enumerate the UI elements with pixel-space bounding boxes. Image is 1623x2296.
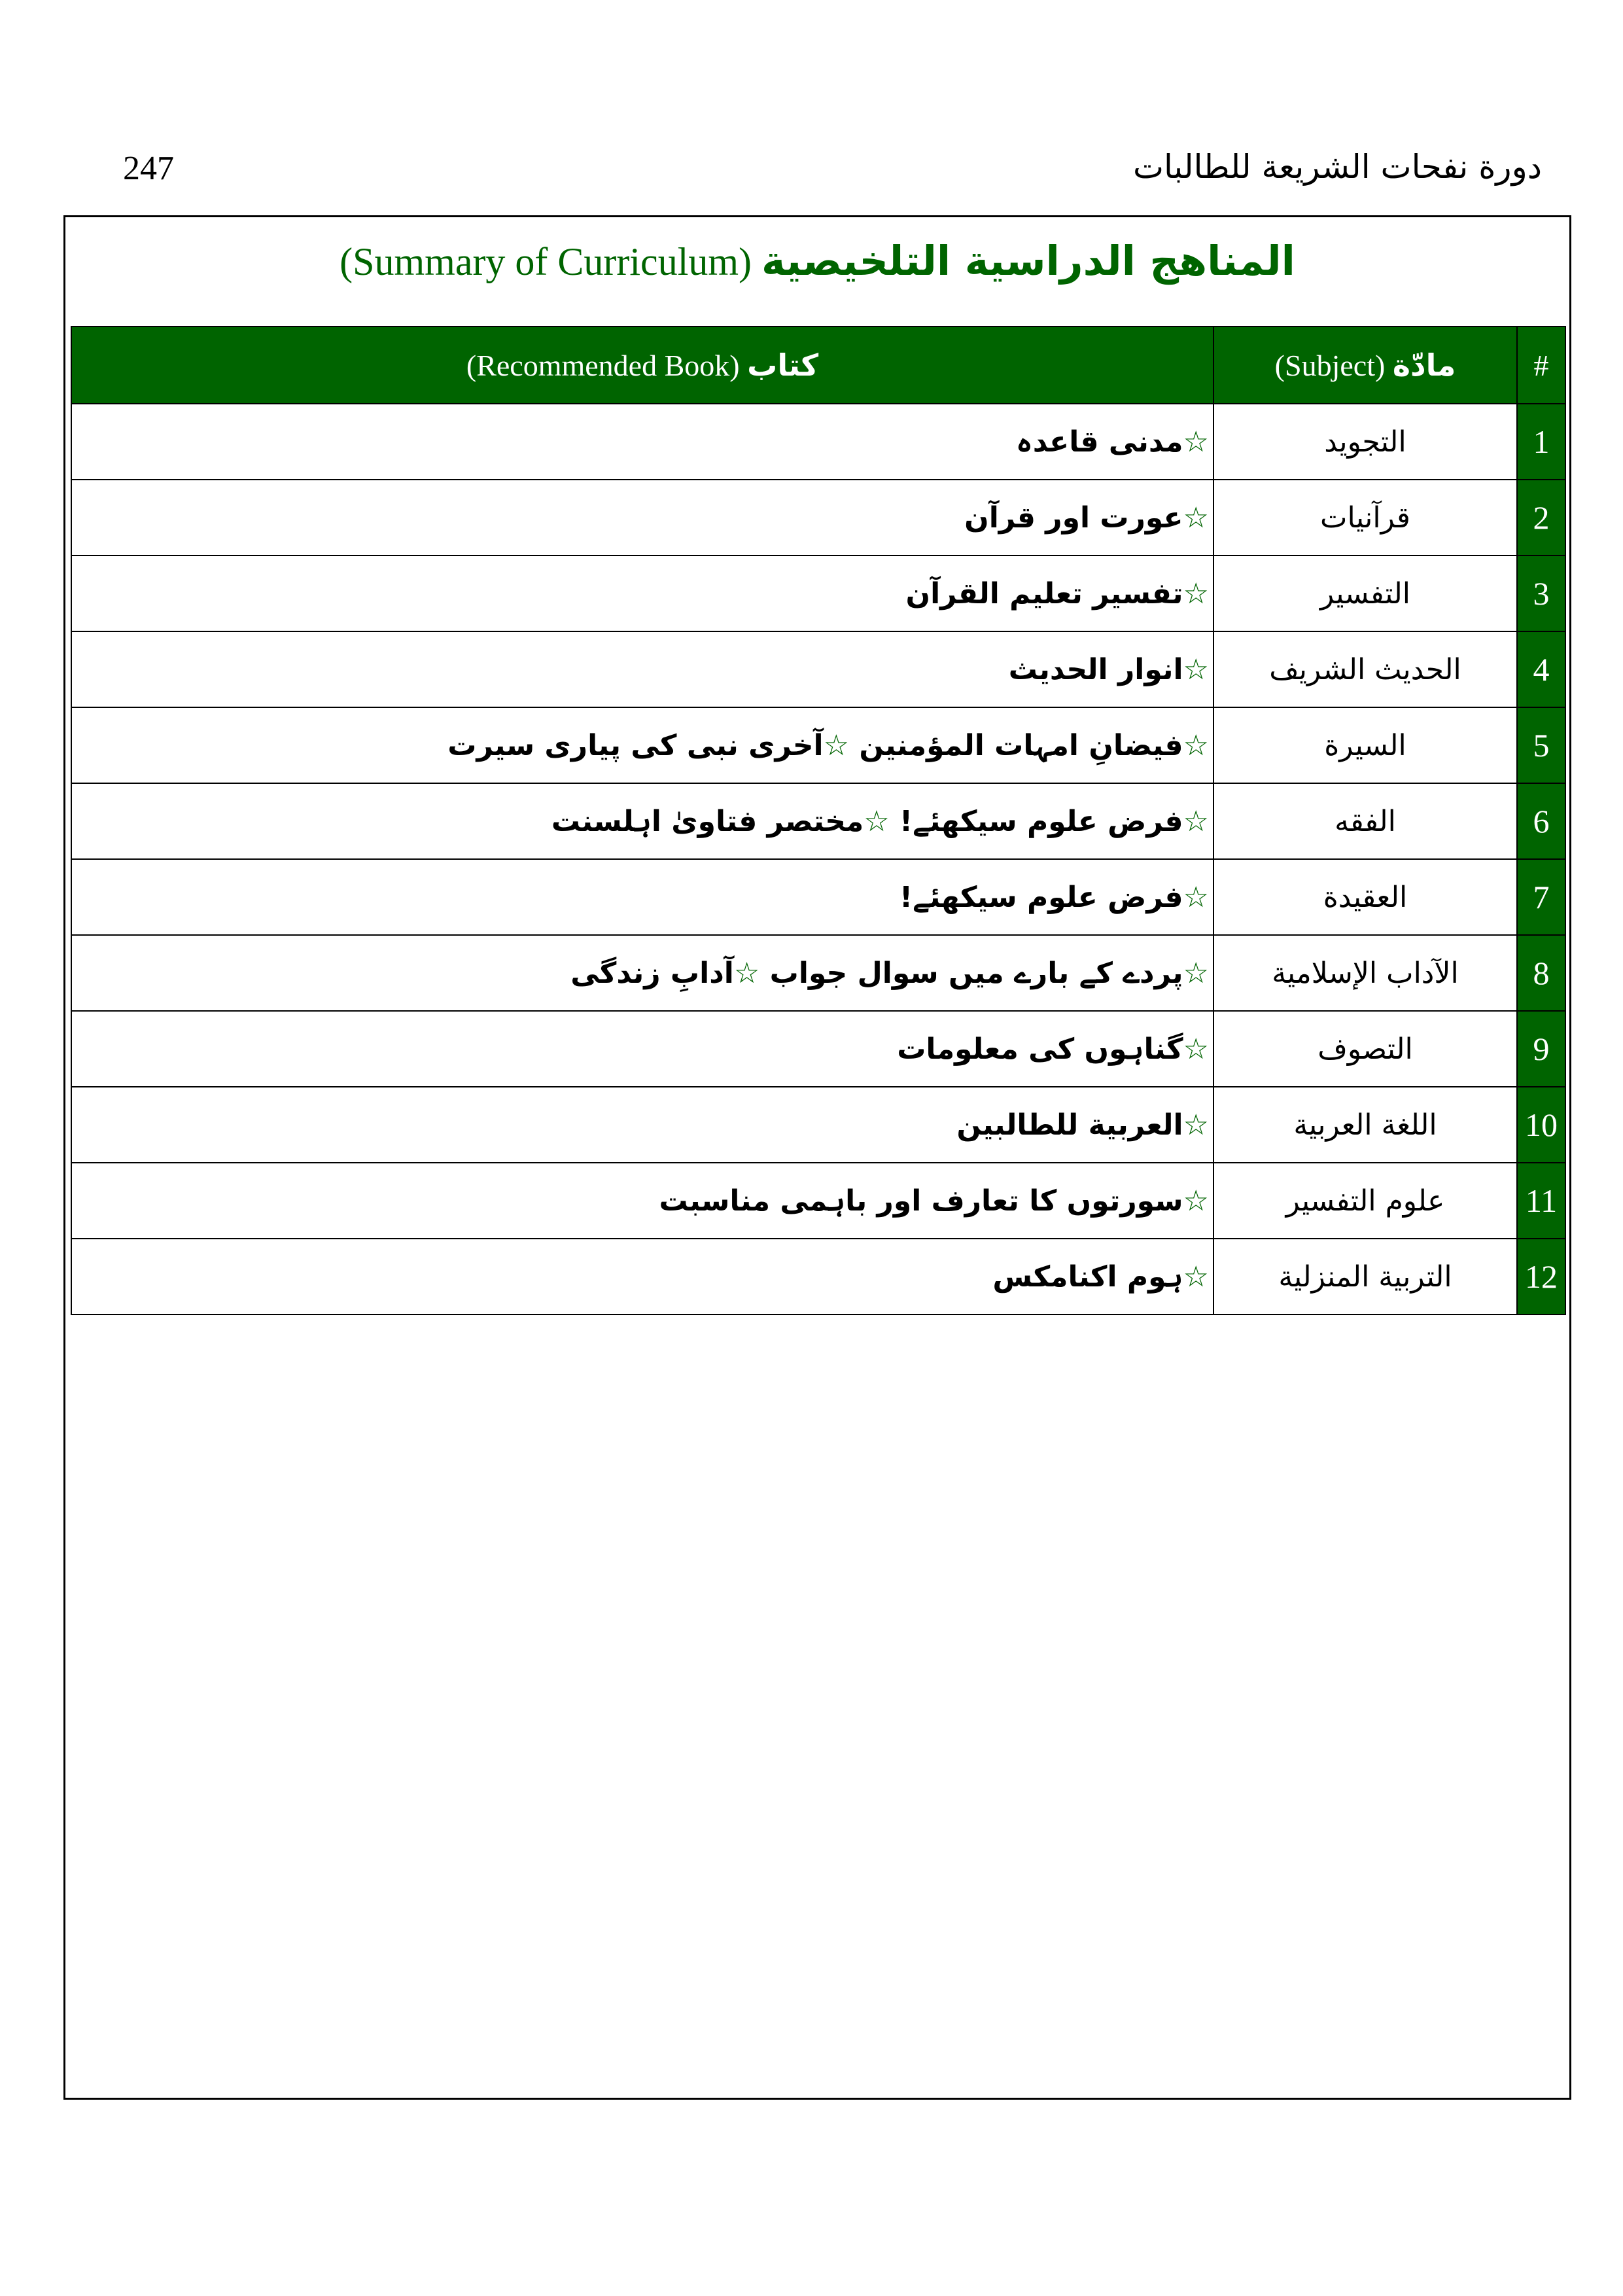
row-number: 6	[1517, 783, 1565, 859]
table-row	[71, 783, 1565, 859]
star-icon: ☆	[1183, 728, 1209, 762]
column-subject-ar: مادّة	[1392, 347, 1456, 383]
table-header-row	[71, 327, 1565, 404]
row-subject: العقيدة	[1213, 859, 1517, 935]
book-title: سورتوں کا تعارف اور باہمی مناسبت	[659, 1184, 1183, 1218]
table-row	[71, 707, 1565, 783]
row-subject: التفسير	[1213, 556, 1517, 631]
book-title: عورت اور قرآن	[964, 501, 1183, 535]
star-icon: ☆	[733, 956, 760, 990]
page-title	[65, 237, 1569, 285]
running-title: دورة نفحات الشريعة للطالبات	[1132, 148, 1542, 186]
book-title: تفسیر تعلیم القرآن	[905, 576, 1183, 610]
book-title: فیضانِ امہات المؤمنین	[859, 728, 1183, 762]
column-number: #	[1517, 327, 1565, 404]
star-icon: ☆	[1183, 804, 1209, 838]
curriculum-table	[71, 326, 1566, 1315]
row-number: 5	[1517, 707, 1565, 783]
row-subject: التصوف	[1213, 1011, 1517, 1087]
book-title: آخری نبی کی پیاری سیرت	[447, 728, 824, 762]
star-icon: ☆	[1183, 1260, 1209, 1294]
row-subject: السيرة	[1213, 707, 1517, 783]
column-subject-en: (Subject)	[1274, 349, 1386, 382]
row-number: 11	[1517, 1163, 1565, 1239]
title-english: (Summary of Curriculum)	[340, 240, 752, 283]
row-subject: الآداب الإسلامية	[1213, 935, 1517, 1011]
row-subject: الفقه	[1213, 783, 1517, 859]
column-subject	[1213, 327, 1517, 404]
table-row	[71, 1011, 1565, 1087]
table-row	[71, 935, 1565, 1011]
row-number: 8	[1517, 935, 1565, 1011]
row-books	[71, 783, 1213, 859]
star-icon: ☆	[1183, 880, 1209, 914]
row-books	[71, 631, 1213, 707]
row-books	[71, 859, 1213, 935]
row-books	[71, 707, 1213, 783]
book-title: آدابِ زندگی	[570, 956, 734, 990]
star-icon: ☆	[1183, 652, 1209, 686]
row-books	[71, 556, 1213, 631]
star-icon: ☆	[864, 804, 890, 838]
table-row	[71, 1163, 1565, 1239]
book-title: گناہوں کی معلومات	[897, 1032, 1183, 1066]
star-icon: ☆	[1183, 956, 1209, 990]
curriculum-frame	[63, 215, 1571, 2100]
row-subject: علوم التفسير	[1213, 1163, 1517, 1239]
book-title: العربية للطالبين	[956, 1108, 1183, 1142]
row-books	[71, 480, 1213, 556]
row-books	[71, 935, 1213, 1011]
row-number: 10	[1517, 1087, 1565, 1163]
row-number: 2	[1517, 480, 1565, 556]
column-book-ar: كتاب	[747, 347, 819, 383]
row-number: 4	[1517, 631, 1565, 707]
book-title: فرض علوم سیکھئے!	[899, 880, 1183, 914]
table-row	[71, 631, 1565, 707]
table-row	[71, 404, 1565, 480]
row-number: 9	[1517, 1011, 1565, 1087]
row-books	[71, 1087, 1213, 1163]
row-subject: الحديث الشريف	[1213, 631, 1517, 707]
column-book-en: (Recommended Book)	[466, 349, 740, 382]
book-title: مدنی قاعدہ	[1015, 425, 1183, 459]
star-icon: ☆	[1183, 1108, 1209, 1142]
row-subject: التجويد	[1213, 404, 1517, 480]
book-title: انوار الحدیث	[1008, 652, 1183, 686]
row-books	[71, 1239, 1213, 1315]
star-icon: ☆	[823, 728, 850, 762]
table-row	[71, 859, 1565, 935]
page-number: 247	[123, 150, 174, 187]
book-title: فرض علوم سیکھئے!	[899, 804, 1183, 838]
row-books	[71, 404, 1213, 480]
row-number: 3	[1517, 556, 1565, 631]
table-row	[71, 1239, 1565, 1315]
row-number: 1	[1517, 404, 1565, 480]
row-subject: اللغة العربية	[1213, 1087, 1517, 1163]
book-title: ہوم اکنامکس	[992, 1260, 1183, 1294]
star-icon: ☆	[1183, 425, 1209, 459]
star-icon: ☆	[1183, 1032, 1209, 1066]
star-icon: ☆	[1183, 576, 1209, 610]
star-icon: ☆	[1183, 1184, 1209, 1218]
row-subject: قرآنيات	[1213, 480, 1517, 556]
row-books	[71, 1011, 1213, 1087]
row-number: 12	[1517, 1239, 1565, 1315]
star-icon: ☆	[1183, 501, 1209, 535]
table-row	[71, 556, 1565, 631]
book-title: مختصر فتاویٰ اہلسنت	[551, 804, 864, 838]
title-arabic: المناهج الدراسية التلخيصية	[761, 237, 1295, 285]
column-book	[71, 327, 1213, 404]
book-title: پردے کے بارے میں سوال جواب	[769, 956, 1183, 990]
table-row	[71, 480, 1565, 556]
row-subject: التربية المنزلية	[1213, 1239, 1517, 1315]
table-row	[71, 1087, 1565, 1163]
row-books	[71, 1163, 1213, 1239]
row-number: 7	[1517, 859, 1565, 935]
